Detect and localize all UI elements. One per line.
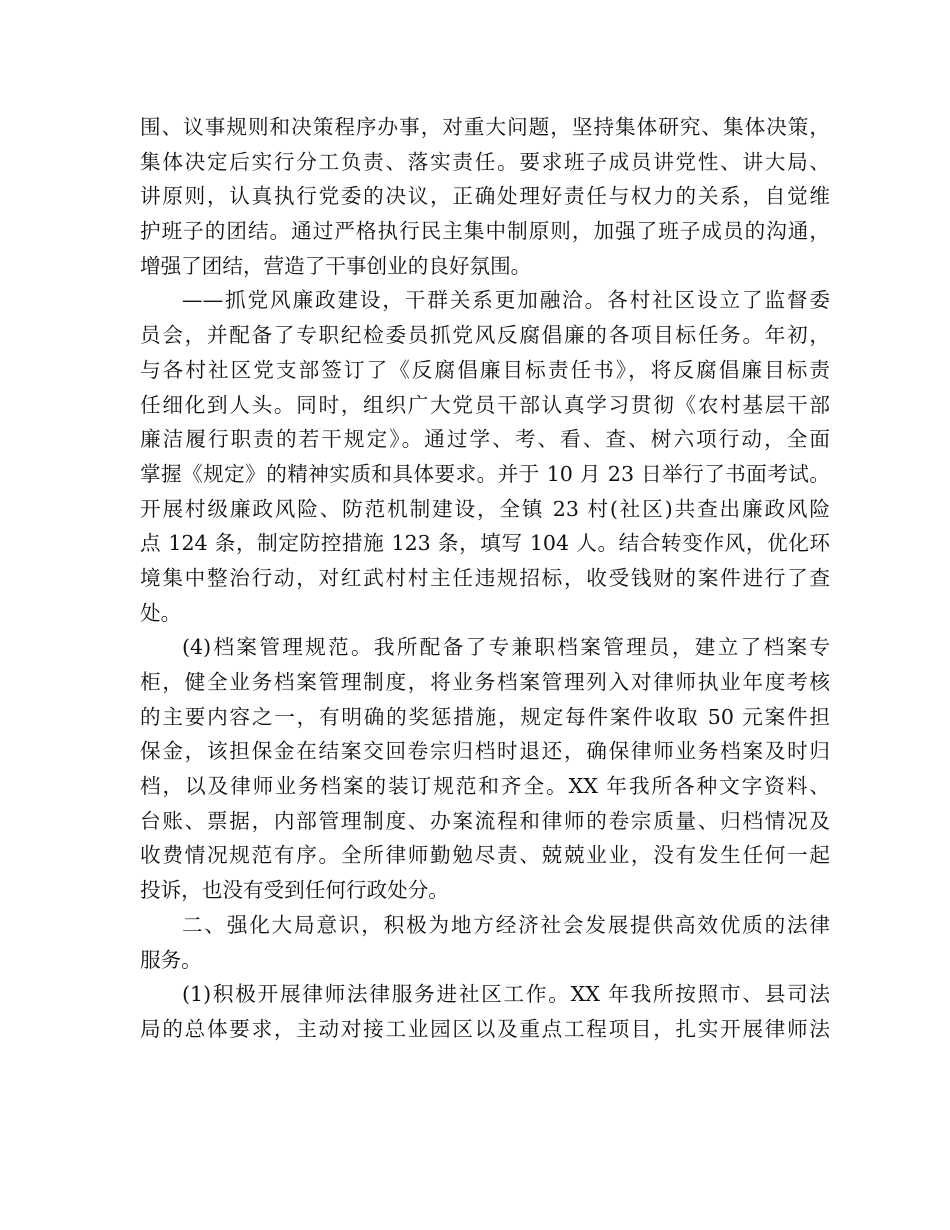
text-line: 点 124 条，制定防控措施 123 条，填写 104 人。结合转变作风，优化环 bbox=[140, 531, 830, 556]
text-line: 任细化到人头。同时，组织广大党员干部认真学习贯彻《农村基层干部 bbox=[140, 392, 830, 417]
text-line: 档，以及律师业务档案的装订规范和齐全。XX 年我所各种文字资料、 bbox=[140, 774, 830, 799]
text-line: 的主要内容之一，有明确的奖惩措施，规定每件案件收取 50 元案件担 bbox=[140, 704, 830, 729]
text-line: 开展村级廉政风险、防范机制建设，全镇 23 村(社区)共查出廉政风险 bbox=[140, 496, 830, 521]
text-line: 员会，并配备了专职纪检委员抓党风反腐倡廉的各项目标任务。年初， bbox=[140, 323, 830, 348]
section-heading-line: 服务。 bbox=[140, 947, 202, 972]
text-line: 境集中整治行动，对红武村村主任违规招标，收受钱财的案件进行了查 bbox=[140, 565, 830, 590]
text-line: 讲原则，认真执行党委的决议，正确处理好责任与权力的关系，自觉维 bbox=[140, 184, 830, 209]
text-line: 保金，该担保金在结案交回卷宗归档时退还，确保律师业务档案及时归 bbox=[140, 739, 830, 764]
document-body bbox=[140, 110, 830, 1047]
text-line: 增强了团结，营造了干事创业的良好氛围。 bbox=[140, 253, 532, 278]
text-line: 掌握《规定》的精神实质和具体要求。并于 10 月 23 日举行了书面考试。 bbox=[140, 461, 830, 486]
text-line: 集体决定后实行分工负责、落实责任。要求班子成员讲党性、讲大局、 bbox=[140, 149, 830, 174]
text-line: 局的总体要求，主动对接工业园区以及重点工程项目，扎实开展律师法 bbox=[140, 1016, 830, 1041]
text-line: 柜，健全业务档案管理制度，将业务档案管理列入对律师执业年度考核 bbox=[140, 670, 830, 694]
text-line: (1)积极开展律师法律服务进社区工作。XX 年我所按照市、县司法 bbox=[182, 982, 830, 1007]
text-line: 与各村社区党支部签订了《反腐倡廉目标责任书》，将反腐倡廉目标责 bbox=[140, 357, 830, 382]
text-line: 投诉，也没有受到任何行政处分。 bbox=[140, 878, 449, 903]
text-line: 台账、票据，内部管理制度、办案流程和律师的卷宗质量、归档情况及 bbox=[140, 808, 830, 833]
section-heading-line: 二、强化大局意识，积极为地方经济社会发展提供高效优质的法律 bbox=[182, 912, 830, 937]
text-line: 廉洁履行职责的若干规定》。通过学、考、看、查、树六项行动，全面 bbox=[140, 427, 830, 452]
text-line: (4)档案管理规范。我所配备了专兼职档案管理员，建立了档案专 bbox=[182, 635, 830, 660]
text-line: 围、议事规则和决策程序办事，对重大问题，坚持集体研究、集体决策， bbox=[140, 115, 830, 139]
text-line: 护班子的团结。通过严格执行民主集中制原则，加强了班子成员的沟通， bbox=[140, 219, 830, 244]
text-line: ——抓党风廉政建设，干群关系更加融洽。各村社区设立了监督委 bbox=[182, 288, 830, 313]
text-line: 收费情况规范有序。全所律师勤勉尽责、兢兢业业，没有发生任何一起 bbox=[140, 843, 830, 868]
text-line: 处。 bbox=[140, 600, 182, 625]
